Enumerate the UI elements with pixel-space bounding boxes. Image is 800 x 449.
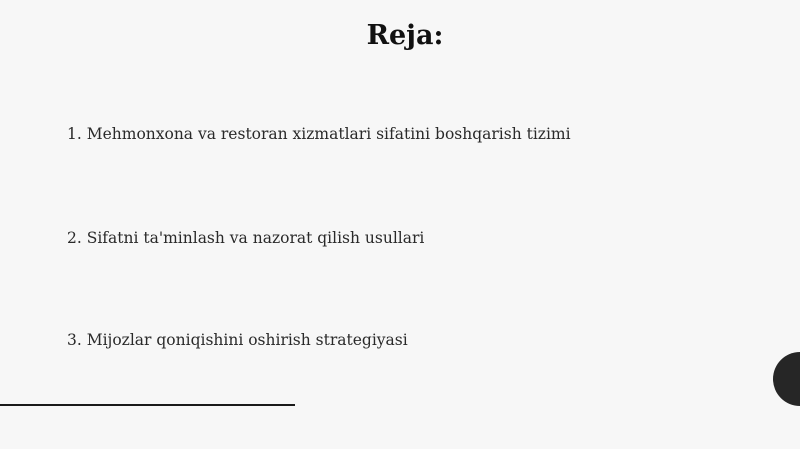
slide-title: Reja:: [366, 20, 444, 51]
footer-divider: [0, 404, 295, 406]
slide-nav-button[interactable]: [773, 352, 800, 406]
plan-item-1: 1. Mehmonxona va restoran xizmatlari sifatini boshqarish tizimi: [67, 125, 571, 143]
plan-item-2: 2. Sifatni ta'minlash va nazorat qilish usullari: [67, 229, 425, 247]
plan-item-3: 3. Mijozlar qoniqishini oshirish strategiyasi: [67, 331, 408, 349]
